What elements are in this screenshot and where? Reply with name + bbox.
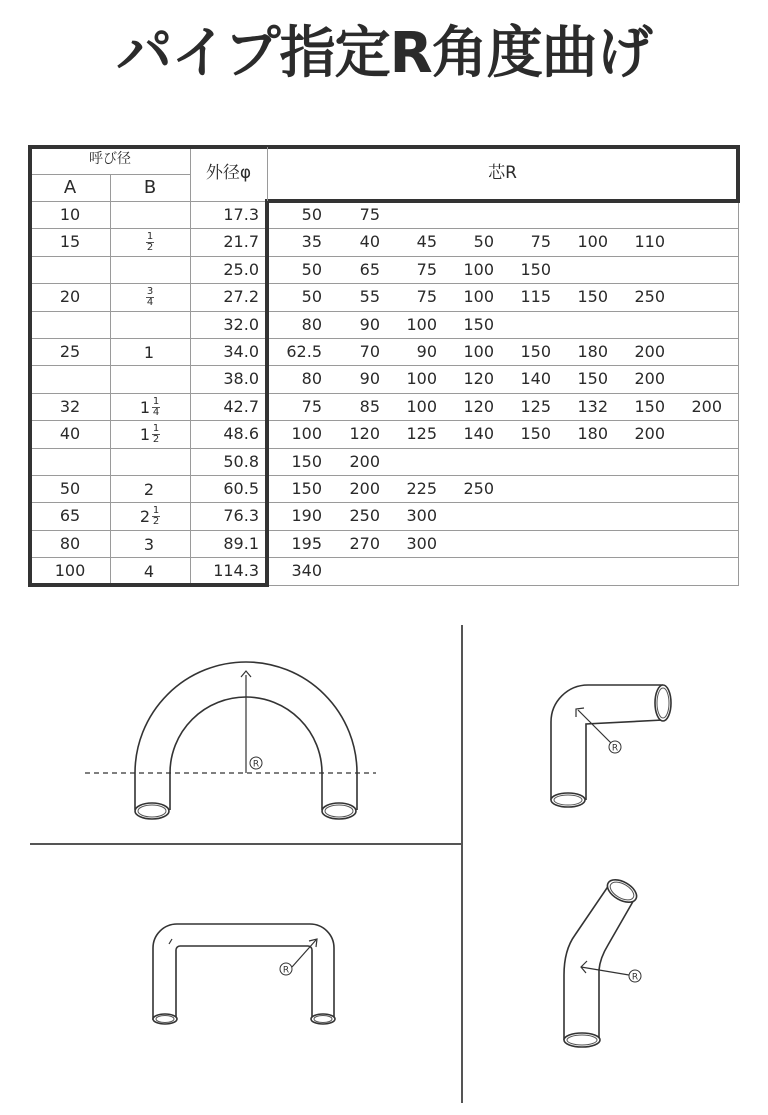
cell-b-whole: 1 [143, 343, 155, 362]
cell-b [110, 201, 190, 228]
cell-center-r: 100 [463, 287, 494, 307]
fraction-denominator: 2 [152, 516, 160, 528]
cell-center-r: 120 [463, 369, 494, 389]
cell-outer-diameter: 38.0 [223, 369, 259, 389]
cell-center-r: 180 [577, 424, 608, 444]
90-degree-elbow-diagram [470, 640, 710, 840]
cell-center-r: 150 [577, 369, 608, 389]
cell-outer-diameter: 25.0 [223, 259, 259, 279]
cell-center-r: 80 [301, 314, 322, 334]
cell-a [30, 448, 110, 475]
cell-b [110, 502, 190, 529]
header-col-a: A [63, 177, 77, 198]
cell-b [110, 420, 190, 447]
cell-b [110, 530, 190, 557]
fraction-numerator: 3 [146, 286, 154, 298]
cell-center-r: 100 [577, 232, 608, 252]
cell-b-whole: 1 [139, 397, 151, 417]
cell-a: 20 [59, 287, 81, 307]
cell-center-r: 90 [359, 369, 380, 389]
cell-center-r: 225 [406, 479, 437, 498]
cell-center-r: 140 [520, 369, 551, 389]
cell-outer-diameter: 76.3 [223, 506, 259, 526]
fraction-numerator: 1 [152, 505, 160, 517]
cell-center-r: 50 [301, 259, 322, 279]
cell-center-r: 120 [463, 396, 494, 416]
cell-b [110, 256, 190, 283]
cell-center-r: 300 [406, 533, 437, 553]
cell-center-r: 125 [520, 396, 551, 416]
cell-a: 50 [59, 479, 81, 498]
cell-center-r: 50 [473, 232, 494, 252]
cell-center-r: 125 [406, 424, 437, 444]
radius-label: R [282, 965, 290, 976]
cell-center-r: 65 [359, 259, 380, 279]
cell-a [30, 256, 110, 283]
header-center-r: 芯R [488, 163, 517, 183]
horizontal-divider [30, 843, 462, 845]
cell-center-r: 300 [406, 506, 437, 526]
cell-center-r: 150 [291, 479, 322, 498]
radius-label: R [631, 972, 639, 983]
fraction-denominator: 2 [146, 242, 154, 254]
cell-outer-diameter: 89.1 [223, 533, 259, 553]
cell-center-r: 100 [406, 369, 437, 389]
cell-center-r: 200 [634, 342, 665, 361]
cell-b [110, 311, 190, 338]
radius-label: R [252, 759, 260, 770]
fraction-numerator: 1 [152, 395, 160, 407]
cell-center-r: 70 [359, 342, 380, 361]
cell-outer-diameter: 17.3 [223, 205, 259, 224]
cell-outer-diameter: 114.3 [213, 561, 259, 581]
page-title: パイプ指定R角度曲げ [116, 21, 652, 86]
cell-center-r: 90 [359, 314, 380, 334]
fraction-denominator: 4 [146, 297, 154, 309]
cell-outer-diameter: 42.7 [223, 396, 259, 416]
cell-center-r: 120 [349, 424, 380, 444]
cell-center-r: 35 [301, 232, 322, 252]
cell-center-r: 80 [301, 369, 322, 389]
fraction-denominator: 2 [152, 434, 160, 446]
cell-b [110, 338, 190, 365]
cell-outer-diameter: 48.6 [223, 424, 259, 444]
cell-center-r: 115 [520, 287, 551, 307]
cell-b-whole: 2 [143, 480, 155, 499]
cell-b [110, 283, 190, 310]
cell-center-r: 195 [291, 533, 322, 553]
cell-center-r: 200 [349, 479, 380, 498]
cell-a: 15 [59, 232, 81, 252]
cell-center-r: 50 [301, 205, 322, 224]
cell-b-whole: 4 [143, 562, 155, 582]
cell-outer-diameter: 50.8 [223, 451, 259, 471]
cell-a: 40 [59, 424, 81, 444]
cell-center-r: 55 [359, 287, 380, 307]
u-shape-square-bend-diagram [120, 900, 360, 1040]
cell-b [110, 475, 190, 502]
cell-outer-diameter: 32.0 [223, 314, 259, 334]
cell-center-r: 270 [349, 533, 380, 553]
cell-a: 25 [59, 342, 81, 361]
cell-a: 10 [59, 205, 81, 224]
cell-center-r: 190 [291, 506, 322, 526]
radius-label: R [611, 743, 619, 754]
cell-center-r: 200 [634, 369, 665, 389]
cell-center-r: 180 [577, 342, 608, 361]
fraction-denominator: 4 [152, 406, 160, 418]
header-nominal-diameter: 呼び径 [89, 151, 131, 167]
cell-center-r: 200 [634, 424, 665, 444]
cell-a: 80 [59, 533, 81, 553]
cell-center-r: 75 [301, 396, 322, 416]
cell-center-r: 150 [520, 342, 551, 361]
cell-center-r: 150 [577, 287, 608, 307]
cell-center-r: 100 [406, 314, 437, 334]
fraction-numerator: 1 [146, 231, 154, 243]
cell-center-r: 150 [291, 451, 322, 471]
cell-outer-diameter: 21.7 [223, 232, 259, 252]
cell-center-r: 75 [359, 205, 380, 224]
cell-center-r: 340 [291, 561, 322, 581]
cell-b [110, 365, 190, 392]
header-outer-diameter: 外径φ [205, 163, 252, 183]
cell-b-whole: 3 [143, 534, 155, 554]
header-col-b: B [143, 177, 157, 198]
cell-b [110, 228, 190, 255]
cell-center-r: 40 [359, 232, 380, 252]
cell-center-r: 150 [463, 314, 494, 334]
cell-a [30, 365, 110, 392]
cell-b-whole: 2 [139, 507, 151, 527]
cell-center-r: 150 [634, 396, 665, 416]
cell-b [110, 557, 190, 584]
cell-a: 32 [59, 396, 81, 416]
cell-center-r: 140 [463, 424, 494, 444]
cell-b [110, 393, 190, 420]
cell-center-r: 250 [634, 287, 665, 307]
cell-center-r: 75 [530, 232, 551, 252]
cell-center-r: 150 [520, 424, 551, 444]
cell-center-r: 250 [463, 479, 494, 498]
vertical-divider [461, 625, 463, 1103]
cell-outer-diameter: 60.5 [223, 479, 259, 498]
cell-b-fraction [146, 287, 154, 308]
cell-center-r: 75 [416, 287, 437, 307]
cell-b-fraction [152, 506, 160, 527]
cell-outer-diameter: 27.2 [223, 287, 259, 307]
cell-center-r: 75 [416, 259, 437, 279]
cell-center-r: 100 [463, 342, 494, 361]
cell-center-r: 110 [634, 232, 665, 252]
cell-center-r: 45 [416, 232, 437, 252]
cell-center-r: 250 [349, 506, 380, 526]
cell-center-r: 100 [406, 396, 437, 416]
u-bend-diagram [30, 625, 460, 840]
cell-center-r: 90 [416, 342, 437, 361]
cell-a: 65 [59, 506, 81, 526]
fraction-numerator: 1 [152, 423, 160, 435]
table-right-edge [738, 147, 739, 586]
cell-b [110, 448, 190, 475]
cell-center-r: 200 [349, 451, 380, 471]
cell-center-r: 50 [301, 287, 322, 307]
cell-b-whole: 1 [139, 425, 151, 445]
cell-b-fraction [146, 232, 154, 253]
cell-center-r: 85 [359, 396, 380, 416]
cell-a: 100 [54, 561, 86, 581]
cell-center-r: 100 [463, 259, 494, 279]
cell-outer-diameter: 34.0 [223, 342, 259, 361]
cell-a [30, 311, 110, 338]
cell-center-r: 150 [520, 259, 551, 279]
cell-center-r: 62.5 [286, 342, 322, 361]
angle-bend-diagram [520, 860, 700, 1060]
cell-center-r: 200 [691, 396, 722, 416]
cell-center-r: 100 [291, 424, 322, 444]
cell-center-r: 132 [577, 396, 608, 416]
cell-b-fraction [152, 424, 160, 445]
cell-b-fraction [152, 397, 160, 418]
